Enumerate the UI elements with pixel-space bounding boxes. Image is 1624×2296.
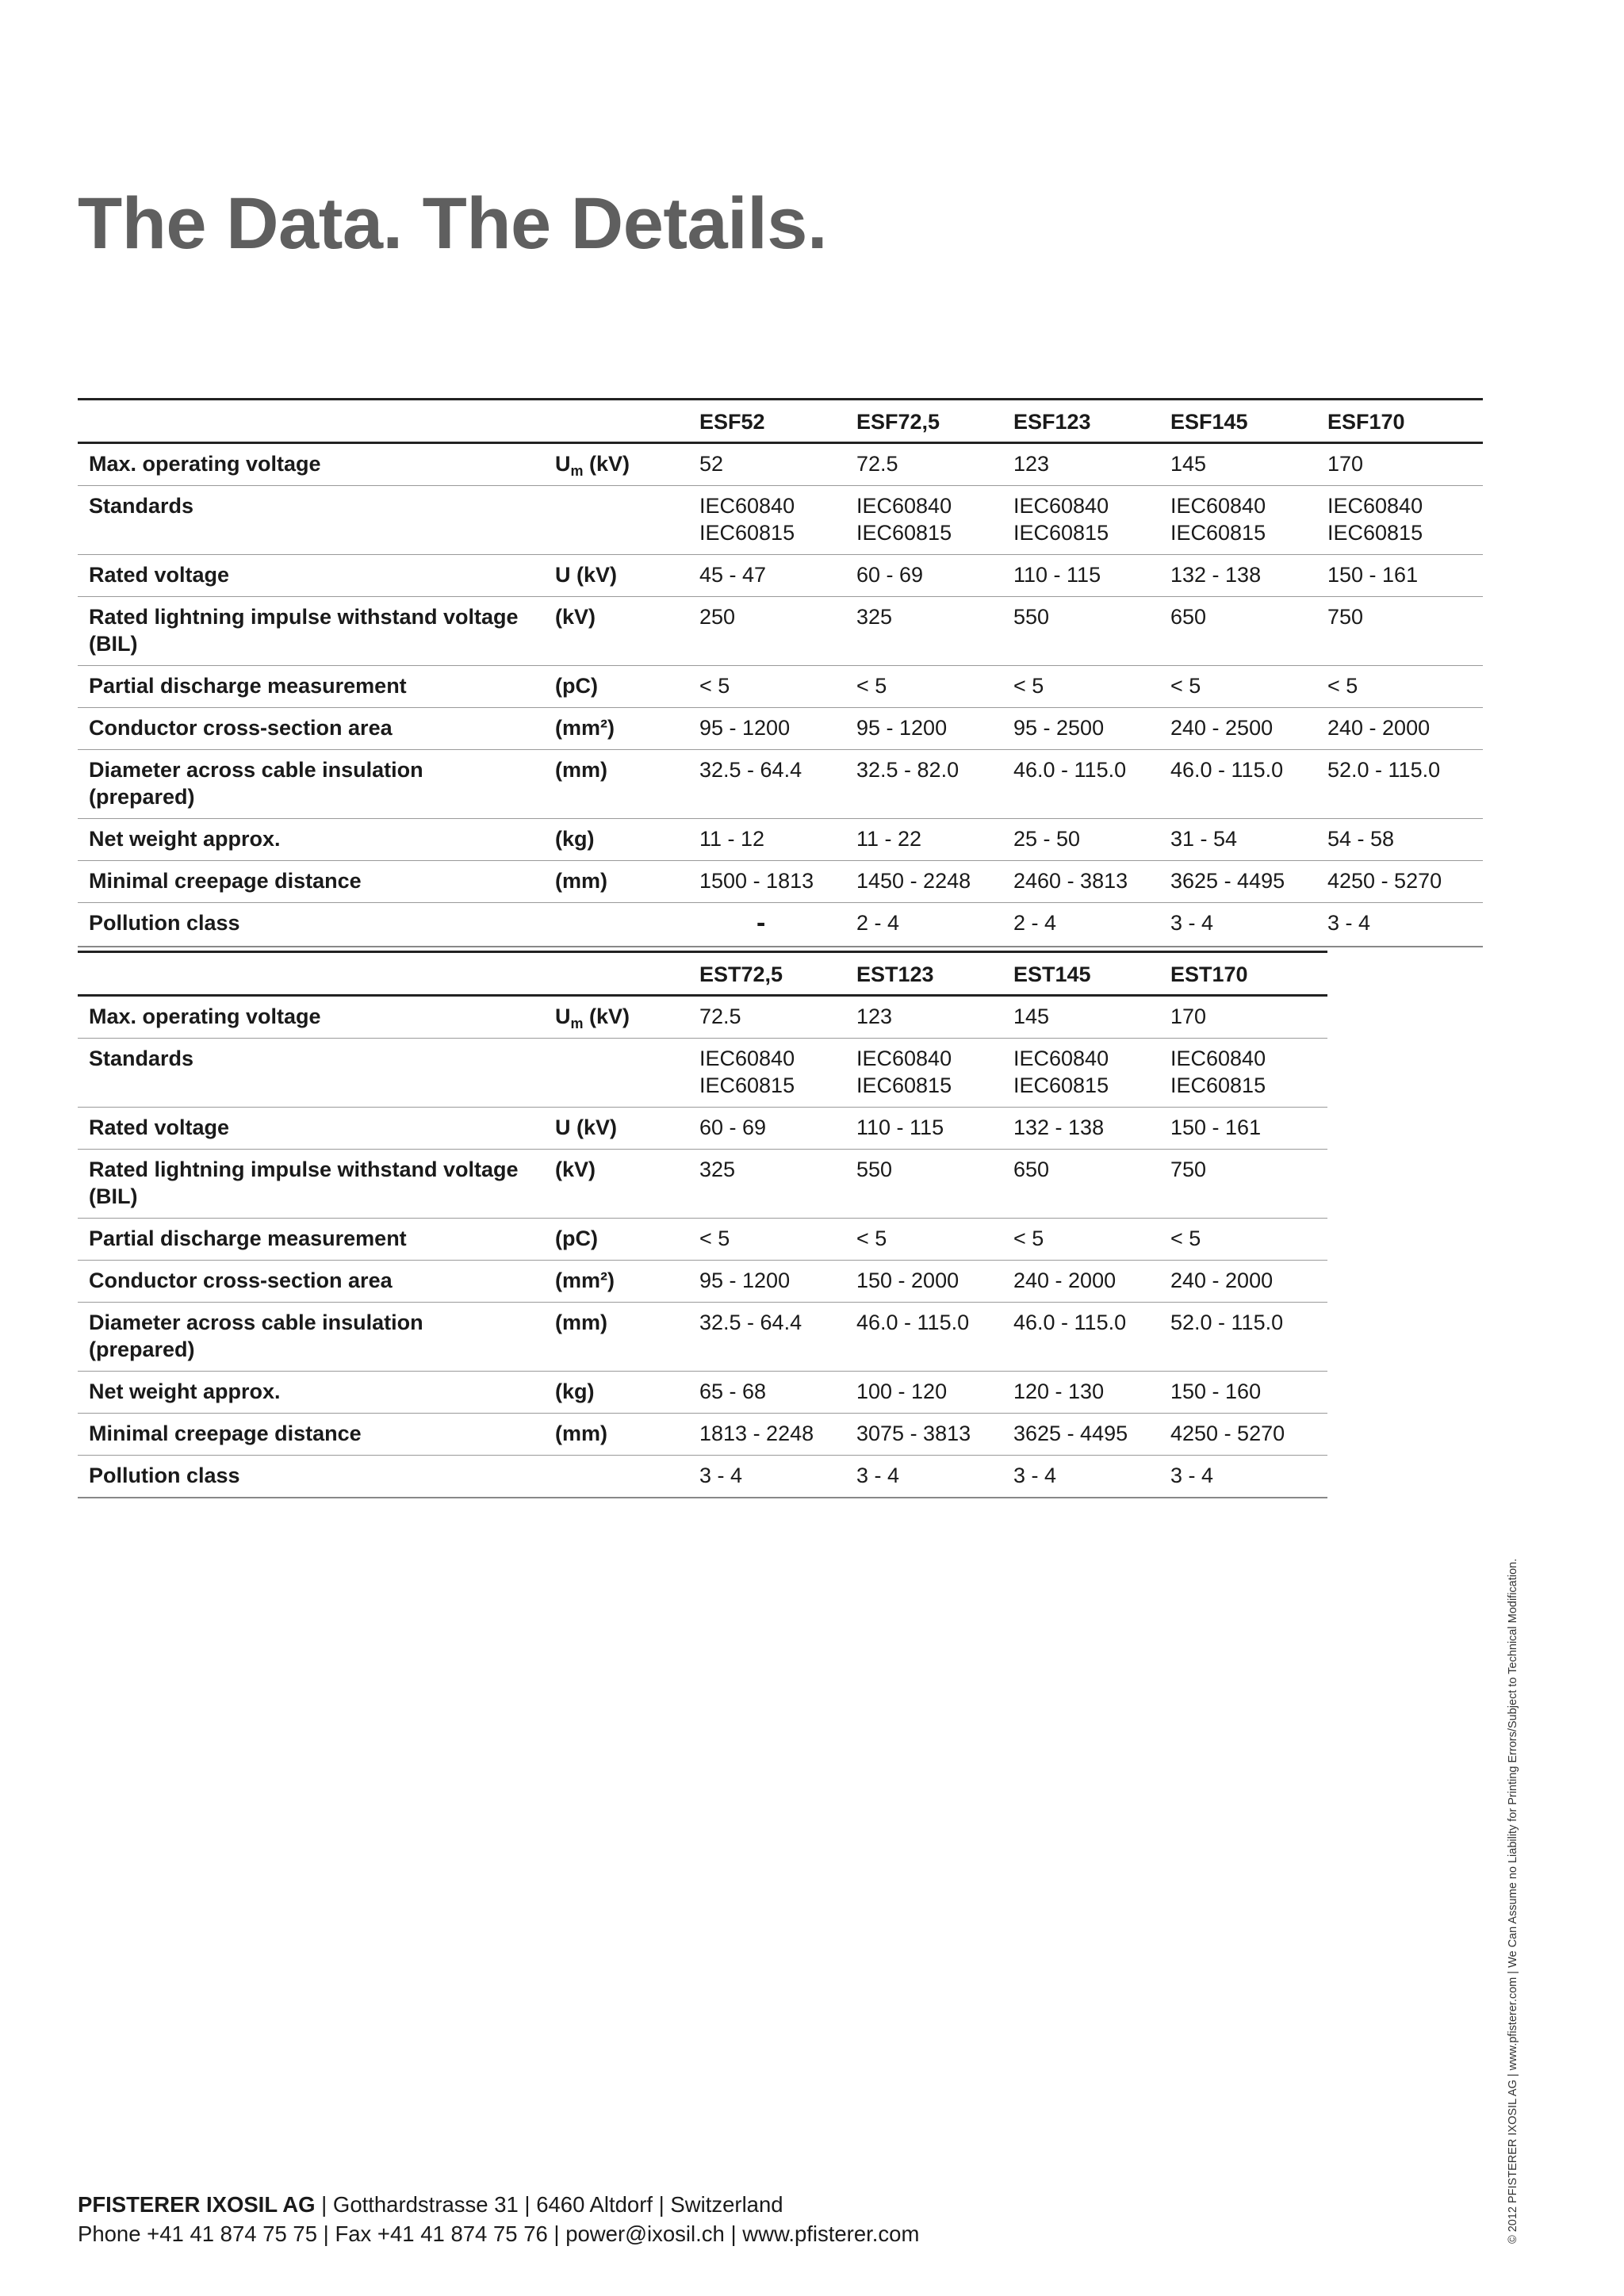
- value-cell: 3 - 4: [1327, 911, 1371, 935]
- row-unit: (mm): [555, 758, 607, 782]
- value-cell: 95 - 1200: [856, 716, 948, 740]
- value-cell: 145: [1170, 452, 1207, 476]
- standard-name: IEC60815: [856, 521, 952, 545]
- value-cell: 95 - 2500: [1013, 716, 1105, 740]
- model-header: ESF145: [1170, 410, 1248, 434]
- value-cell: 240 - 2000: [1170, 1269, 1274, 1292]
- value-cell: 11 - 22: [856, 827, 922, 851]
- esf-table-body: [78, 443, 1483, 947]
- value-cell: 1813 - 2248: [699, 1422, 814, 1445]
- row-unit: [544, 443, 699, 486]
- value-cell: 65 - 68: [699, 1380, 767, 1403]
- row-label: Partial discharge measurement: [89, 1226, 407, 1250]
- row-label: [78, 1303, 544, 1372]
- value-cell: 3 - 4: [699, 1464, 743, 1487]
- value-cell: 3 - 4: [1170, 911, 1214, 935]
- value-cell: [1013, 1039, 1170, 1108]
- value-cell: 54 - 58: [1327, 827, 1395, 851]
- unit-text: (kV): [583, 1004, 630, 1028]
- value-cell: 52.0 - 115.0: [1327, 758, 1441, 782]
- standard-name: IEC60840: [1013, 494, 1109, 518]
- value-cell: 72.5: [856, 452, 898, 476]
- table-row: [78, 1456, 1327, 1498]
- value-cell: 60 - 69: [856, 563, 924, 587]
- value-cell: 11 - 12: [699, 827, 765, 851]
- value-cell: 3 - 4: [1170, 1464, 1214, 1487]
- table-row: [78, 903, 1483, 947]
- standard-name: IEC60815: [1327, 521, 1423, 545]
- value-cell: 2460 - 3813: [1013, 869, 1128, 893]
- header-blank: [78, 400, 544, 443]
- value-cell: 3625 - 4495: [1013, 1422, 1128, 1445]
- row-unit: (mm²): [555, 716, 615, 740]
- value-cell: 150 - 2000: [856, 1269, 959, 1292]
- row-unit: (mm): [555, 1422, 607, 1445]
- esf-spec-table: [78, 398, 1483, 947]
- standard-name: IEC60815: [1013, 1073, 1109, 1097]
- unit-subscript: m: [570, 1016, 584, 1031]
- row-label: [78, 750, 544, 819]
- row-label: Standards: [89, 494, 194, 518]
- row-label: [78, 1150, 544, 1219]
- row-unit: (kV): [555, 1158, 596, 1181]
- standard-name: IEC60840: [699, 494, 795, 518]
- table-row: [78, 555, 1483, 597]
- row-label: Net weight approx.: [89, 827, 281, 851]
- value-cell: 325: [856, 605, 893, 629]
- value-cell: 25 - 50: [1013, 827, 1081, 851]
- value-cell: 650: [1170, 605, 1207, 629]
- value-cell: < 5: [856, 674, 887, 698]
- page-footer: [78, 2190, 919, 2248]
- table-row: [78, 1108, 1327, 1150]
- row-unit: (pC): [555, 674, 598, 698]
- row-label-line: Diameter across cable insulation: [89, 758, 423, 782]
- unit-symbol: U: [555, 1004, 571, 1028]
- row-unit: (pC): [555, 1226, 598, 1250]
- value-cell: 240 - 2000: [1327, 716, 1431, 740]
- table-row: [78, 443, 1483, 486]
- table-row: [78, 486, 1483, 555]
- value-cell: 750: [1327, 605, 1364, 629]
- standard-name: IEC60840: [1327, 494, 1423, 518]
- standard-name: IEC60815: [856, 1073, 952, 1097]
- empty-value-dash: -: [756, 908, 766, 938]
- value-cell: 132 - 138: [1013, 1115, 1105, 1139]
- value-cell: 32.5 - 82.0: [856, 758, 959, 782]
- unit-text: (kV): [583, 452, 630, 476]
- table-row: [78, 1414, 1327, 1456]
- row-label: [78, 597, 544, 666]
- table-header-row: [78, 952, 1327, 996]
- row-label-line: (prepared): [89, 785, 195, 809]
- table-row: [78, 1039, 1327, 1108]
- value-cell: 170: [1327, 452, 1364, 476]
- row-unit: U (kV): [555, 563, 618, 587]
- row-unit: [544, 1039, 699, 1108]
- value-cell: 3625 - 4495: [1170, 869, 1285, 893]
- value-cell: [1170, 1039, 1327, 1108]
- model-header: ESF170: [1327, 410, 1405, 434]
- row-label: Pollution class: [89, 1464, 240, 1487]
- row-label: Max. operating voltage: [89, 452, 321, 476]
- standard-name: IEC60815: [1013, 521, 1109, 545]
- value-cell: 32.5 - 64.4: [699, 758, 802, 782]
- row-unit: (mm): [555, 869, 607, 893]
- standard-name: IEC60840: [856, 1047, 952, 1070]
- value-cell: [1013, 486, 1170, 555]
- value-cell: 550: [1013, 605, 1050, 629]
- table-header-row: [78, 400, 1483, 443]
- row-label: Rated voltage: [89, 1115, 230, 1139]
- value-cell: 250: [699, 605, 736, 629]
- value-cell: < 5: [699, 1226, 730, 1250]
- value-cell: 150 - 161: [1170, 1115, 1262, 1139]
- page-title: The Data. The Details.: [78, 183, 828, 264]
- standard-name: IEC60815: [699, 1073, 795, 1097]
- table-row: [78, 819, 1483, 861]
- table-row: [78, 597, 1483, 666]
- model-header: EST72,5: [699, 962, 783, 986]
- value-cell: 32.5 - 64.4: [699, 1311, 802, 1334]
- row-label: Max. operating voltage: [89, 1004, 321, 1028]
- est-spec-table: [78, 951, 1327, 1498]
- value-cell: 132 - 138: [1170, 563, 1262, 587]
- value-cell: 110 - 115: [1013, 563, 1101, 587]
- table-row: [78, 666, 1483, 708]
- row-label: Net weight approx.: [89, 1380, 281, 1403]
- row-label: Standards: [89, 1047, 194, 1070]
- row-unit: (kg): [555, 1380, 595, 1403]
- table-row: [78, 1150, 1327, 1219]
- row-label: Pollution class: [89, 911, 240, 935]
- unit-symbol: U: [555, 452, 571, 476]
- model-header: EST123: [856, 962, 934, 986]
- table-row: [78, 750, 1483, 819]
- value-cell: 46.0 - 115.0: [1013, 758, 1127, 782]
- value-cell: 1500 - 1813: [699, 869, 814, 893]
- model-header: ESF52: [699, 410, 765, 434]
- copyright-note: © 2012 PFISTERER IXOSIL AG | www.pfisterer.com | We Can Assume no Liability for Printing Errors/Subject to Technical Modification.: [1507, 1558, 1519, 2244]
- value-cell: 4250 - 5270: [1170, 1422, 1285, 1445]
- value-cell: 52: [699, 452, 724, 476]
- footer-address: | Gotthardstrasse 31 | 6460 Altdorf | Switzerland: [315, 2192, 783, 2217]
- header-blank: [544, 400, 699, 443]
- row-unit: [544, 903, 699, 947]
- value-cell: < 5: [1170, 674, 1201, 698]
- value-cell: 550: [856, 1158, 893, 1181]
- value-cell: 46.0 - 115.0: [1013, 1311, 1127, 1334]
- value-cell: 95 - 1200: [699, 1269, 791, 1292]
- row-label: Rated voltage: [89, 563, 230, 587]
- table-row: [78, 1261, 1327, 1303]
- value-cell: 46.0 - 115.0: [856, 1311, 970, 1334]
- table-row: [78, 1219, 1327, 1261]
- value-cell: 325: [699, 1158, 736, 1181]
- row-label: Partial discharge measurement: [89, 674, 407, 698]
- row-label: Conductor cross-section area: [89, 716, 393, 740]
- value-cell: 46.0 - 115.0: [1170, 758, 1284, 782]
- value-cell: 170: [1170, 1004, 1207, 1028]
- row-unit: [544, 1456, 699, 1498]
- standard-name: IEC60815: [1170, 521, 1266, 545]
- value-cell: 100 - 120: [856, 1380, 948, 1403]
- row-label-line: Diameter across cable insulation: [89, 1311, 423, 1334]
- value-cell: 45 - 47: [699, 563, 767, 587]
- table-row: [78, 996, 1327, 1039]
- table-row: [78, 1372, 1327, 1414]
- row-label-line: (prepared): [89, 1337, 195, 1361]
- row-unit: [544, 486, 699, 555]
- row-unit: (mm): [555, 1311, 607, 1334]
- value-cell: 2 - 4: [1013, 911, 1057, 935]
- standard-name: IEC60840: [1170, 1047, 1266, 1070]
- value-cell: 1450 - 2248: [856, 869, 971, 893]
- standard-name: IEC60840: [1013, 1047, 1109, 1070]
- table-row: [78, 1303, 1327, 1372]
- standard-name: IEC60840: [1170, 494, 1266, 518]
- value-cell: 120 - 130: [1013, 1380, 1105, 1403]
- value-cell: 123: [1013, 452, 1050, 476]
- table-row: [78, 708, 1483, 750]
- value-cell: 110 - 115: [856, 1115, 944, 1139]
- value-cell: [699, 903, 856, 947]
- row-label: Conductor cross-section area: [89, 1269, 393, 1292]
- value-cell: 3 - 4: [1013, 1464, 1057, 1487]
- value-cell: [699, 1039, 856, 1108]
- value-cell: 150 - 160: [1170, 1380, 1262, 1403]
- value-cell: 3 - 4: [856, 1464, 900, 1487]
- standard-name: IEC60815: [699, 521, 795, 545]
- footer-contact: Phone +41 41 874 75 75 | Fax +41 41 874 75 76 | power@ixosil.ch | www.pfisterer.com: [78, 2221, 920, 2246]
- value-cell: 240 - 2000: [1013, 1269, 1116, 1292]
- row-unit: U (kV): [555, 1115, 618, 1139]
- value-cell: [699, 486, 856, 555]
- model-header: EST145: [1013, 962, 1091, 986]
- model-header: ESF72,5: [856, 410, 940, 434]
- value-cell: 240 - 2500: [1170, 716, 1274, 740]
- value-cell: [1170, 486, 1327, 555]
- value-cell: 60 - 69: [699, 1115, 767, 1139]
- value-cell: < 5: [699, 674, 730, 698]
- value-cell: 750: [1170, 1158, 1207, 1181]
- row-label: Minimal creepage distance: [89, 869, 362, 893]
- table-row: [78, 861, 1483, 903]
- value-cell: 52.0 - 115.0: [1170, 1311, 1284, 1334]
- row-unit: (kg): [555, 827, 595, 851]
- value-cell: 123: [856, 1004, 893, 1028]
- header-blank: [544, 952, 699, 996]
- model-header: EST170: [1170, 962, 1248, 986]
- standard-name: IEC60815: [1170, 1073, 1266, 1097]
- est-table-body: [78, 996, 1327, 1498]
- row-unit: [544, 996, 699, 1039]
- value-cell: < 5: [856, 1226, 887, 1250]
- row-unit: (kV): [555, 605, 596, 629]
- value-cell: 2 - 4: [856, 911, 900, 935]
- row-label-line: Rated lightning impulse withstand voltage: [89, 605, 519, 629]
- value-cell: 145: [1013, 1004, 1050, 1028]
- row-label: Minimal creepage distance: [89, 1422, 362, 1445]
- footer-company: PFISTERER IXOSIL AG: [78, 2192, 316, 2217]
- value-cell: [856, 486, 1013, 555]
- value-cell: < 5: [1013, 674, 1044, 698]
- row-label-line: Rated lightning impulse withstand voltage: [89, 1158, 519, 1181]
- value-cell: 4250 - 5270: [1327, 869, 1442, 893]
- value-cell: 150 - 161: [1327, 563, 1419, 587]
- value-cell: 650: [1013, 1158, 1050, 1181]
- value-cell: 3075 - 3813: [856, 1422, 971, 1445]
- value-cell: 31 - 54: [1170, 827, 1238, 851]
- header-blank: [78, 952, 544, 996]
- footer-address-line: [78, 2190, 919, 2219]
- row-label-line: (BIL): [89, 632, 138, 656]
- standard-name: IEC60840: [699, 1047, 795, 1070]
- standard-name: IEC60840: [856, 494, 952, 518]
- value-cell: 95 - 1200: [699, 716, 791, 740]
- value-cell: 72.5: [699, 1004, 741, 1028]
- value-cell: [856, 1039, 1013, 1108]
- row-unit: (mm²): [555, 1269, 615, 1292]
- value-cell: < 5: [1170, 1226, 1201, 1250]
- value-cell: [1327, 486, 1483, 555]
- model-header: ESF123: [1013, 410, 1091, 434]
- unit-subscript: m: [570, 463, 584, 479]
- value-cell: < 5: [1327, 674, 1358, 698]
- value-cell: < 5: [1013, 1226, 1044, 1250]
- row-label-line: (BIL): [89, 1184, 138, 1208]
